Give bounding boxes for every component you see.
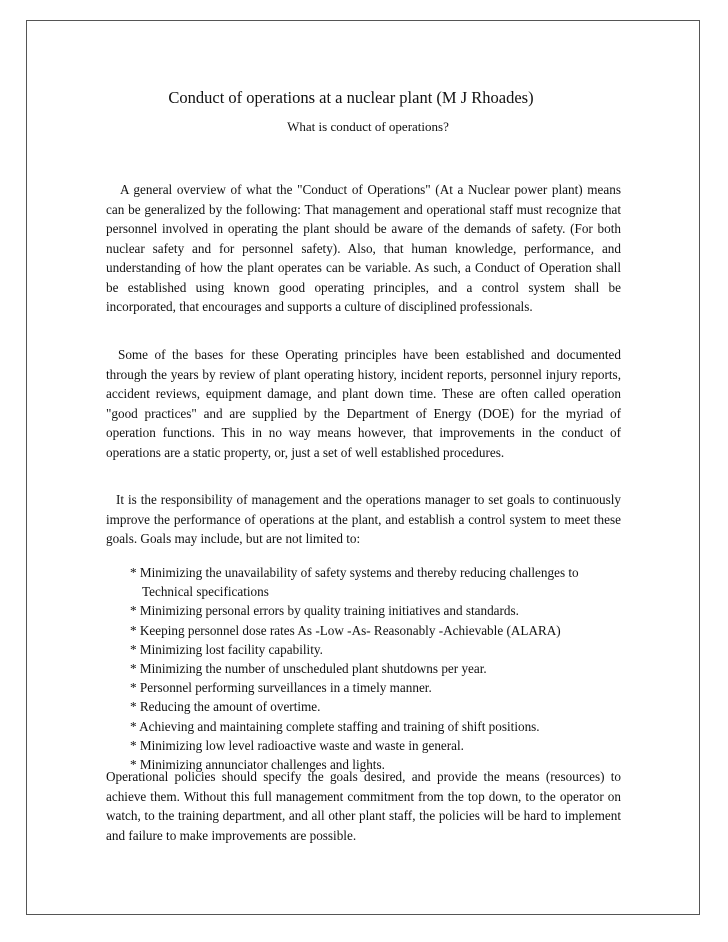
goal-item: * Achieving and maintaining complete staffing and training of shift positions. xyxy=(130,718,540,734)
goal-item: * Personnel performing surveillances in a timely manner. xyxy=(130,680,432,696)
goal-item: * Minimizing the number of unscheduled plant shutdowns per year. xyxy=(130,661,487,677)
paragraph-responsibility: It is the responsibility of management and the operations manager to set goals to continuously improve the performance of operations at the plant, and establish a control system to meet these goals. Goals may include, but are not limited to: xyxy=(106,492,621,546)
goal-item: * Minimizing annunciator challenges and lights. xyxy=(130,757,385,773)
document-title xyxy=(0,88,728,108)
goal-item: * Minimizing the unavailability of safety systems and thereby reducing challenges to Technical specifications xyxy=(130,565,579,600)
goal-item: * Minimizing low level radioactive waste and waste in general. xyxy=(130,737,464,753)
document-title-text: Conduct of operations at a nuclear plant (M J Rhoades) xyxy=(168,88,534,107)
paragraph-bases: Some of the bases for these Operating principles have been established and documented through the years by review of plant operating history, incident reports, personnel injury reports, accident reviews, equipment damage, and plant down time. These are often called operation "good practices" and are supplied by the Department of Energy (DOE) for the myriad of operation functions. This in no way means however, that improvements in the conduct of operations are a static property, or, just a set of well established procedures. xyxy=(106,347,621,460)
goal-item: * Minimizing personal errors by quality training initiatives and standards. xyxy=(130,603,519,619)
goals-list xyxy=(130,563,630,774)
document-subtitle xyxy=(0,118,728,136)
goal-item: * Reducing the amount of overtime. xyxy=(130,699,321,715)
paragraph-overview: A general overview of what the "Conduct of Operations" (At a Nuclear power plant) means can be generalized by the following: That management and operational staff must recognize that personnel involved in operating the plant should be aware of the demands of safety. (For both nuclear safety and for personnel safety). Also, that human knowledge, performance, and understanding of how the plant operates can be variable. As such, a Conduct of Operation shall be established using known good operating principles, and a control system shall be incorporated, that encourages and supports a culture of disciplined professionals. xyxy=(106,182,621,314)
goal-item: * Keeping personnel dose rates As -Low -As- Reasonably -Achievable (ALARA) xyxy=(130,622,561,638)
paragraph-closing: Operational policies should specify the goals desired, and provide the means (resources) to achieve them. Without this full management commitment from the top down, to the operator on watch, to the training department, and all other plant staff, the policies will be hard to implement and failure to make improvements are possible. xyxy=(106,769,621,843)
goal-item: * Minimizing lost facility capability. xyxy=(130,641,323,657)
document-subtitle-text: What is conduct of operations? xyxy=(287,119,449,134)
